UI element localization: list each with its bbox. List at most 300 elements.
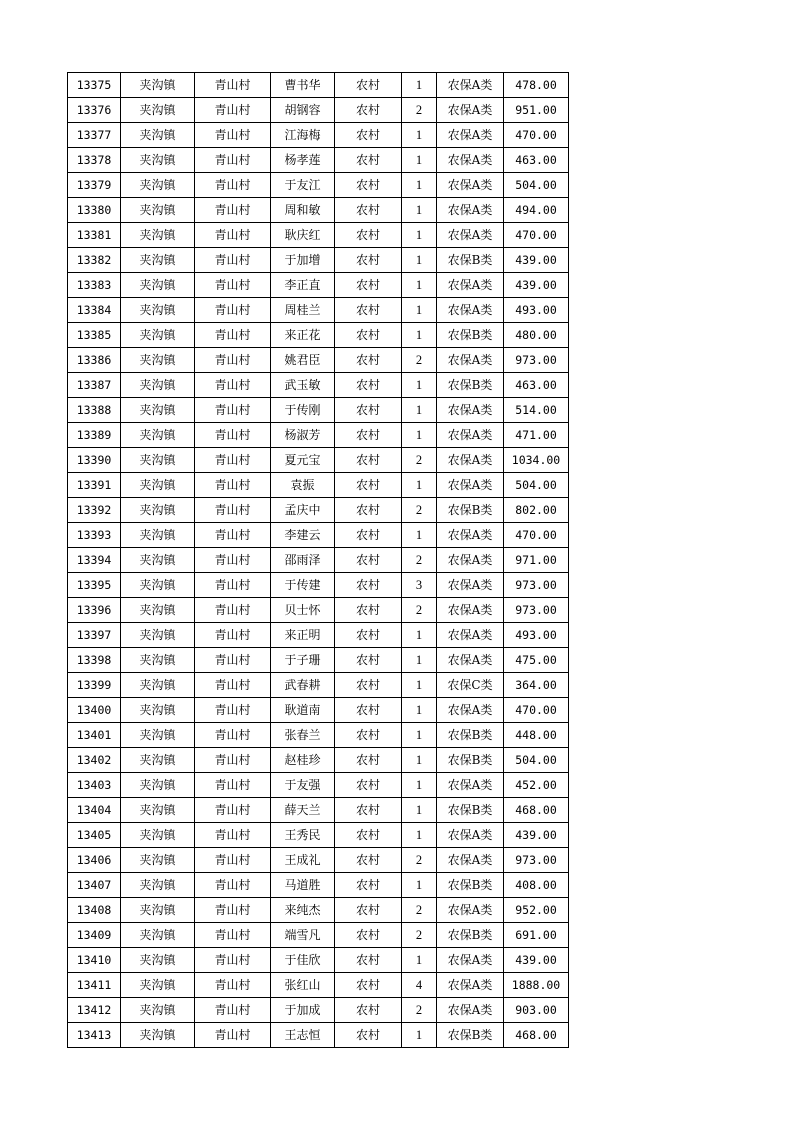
name-cell: 李建云 [271, 523, 335, 548]
member-count-cell: 2 [402, 998, 437, 1023]
village-cell: 青山村 [195, 98, 271, 123]
village-cell: 青山村 [195, 623, 271, 648]
name-cell: 来正明 [271, 623, 335, 648]
name-cell: 姚君臣 [271, 348, 335, 373]
village-cell: 青山村 [195, 498, 271, 523]
member-count-cell: 1 [402, 523, 437, 548]
town-cell: 夹沟镇 [121, 273, 195, 298]
town-cell: 夹沟镇 [121, 473, 195, 498]
household-type-cell: 农村 [335, 823, 402, 848]
member-count-cell: 2 [402, 598, 437, 623]
amount-cell: 514.00 [504, 398, 569, 423]
record-id-cell: 13411 [68, 973, 121, 998]
town-cell: 夹沟镇 [121, 348, 195, 373]
table-row [68, 673, 569, 698]
member-count-cell: 1 [402, 198, 437, 223]
member-count-cell: 1 [402, 423, 437, 448]
table-row [68, 573, 569, 598]
name-cell: 于佳欣 [271, 948, 335, 973]
amount-cell: 691.00 [504, 923, 569, 948]
table-row [68, 148, 569, 173]
name-cell: 于传建 [271, 573, 335, 598]
record-id-cell: 13398 [68, 648, 121, 673]
table-row [68, 973, 569, 998]
table-row [68, 748, 569, 773]
household-type-cell: 农村 [335, 873, 402, 898]
name-cell: 于友江 [271, 173, 335, 198]
village-cell: 青山村 [195, 73, 271, 98]
town-cell: 夹沟镇 [121, 773, 195, 798]
table-row [68, 298, 569, 323]
category-cell: 农保A类 [437, 648, 504, 673]
amount-cell: 480.00 [504, 323, 569, 348]
name-cell: 于加增 [271, 248, 335, 273]
amount-cell: 463.00 [504, 148, 569, 173]
village-cell: 青山村 [195, 173, 271, 198]
table-row [68, 948, 569, 973]
amount-cell: 463.00 [504, 373, 569, 398]
record-id-cell: 13388 [68, 398, 121, 423]
table-row [68, 448, 569, 473]
amount-cell: 471.00 [504, 423, 569, 448]
name-cell: 张红山 [271, 973, 335, 998]
record-id-cell: 13378 [68, 148, 121, 173]
village-cell: 青山村 [195, 423, 271, 448]
amount-cell: 1888.00 [504, 973, 569, 998]
table-row [68, 423, 569, 448]
table-row [68, 273, 569, 298]
record-id-cell: 13412 [68, 998, 121, 1023]
village-cell: 青山村 [195, 923, 271, 948]
village-cell: 青山村 [195, 273, 271, 298]
village-cell: 青山村 [195, 373, 271, 398]
village-cell: 青山村 [195, 848, 271, 873]
category-cell: 农保A类 [437, 273, 504, 298]
name-cell: 来纯杰 [271, 898, 335, 923]
village-cell: 青山村 [195, 748, 271, 773]
amount-cell: 475.00 [504, 648, 569, 673]
town-cell: 夹沟镇 [121, 523, 195, 548]
town-cell: 夹沟镇 [121, 898, 195, 923]
amount-cell: 470.00 [504, 698, 569, 723]
amount-cell: 439.00 [504, 273, 569, 298]
household-type-cell: 农村 [335, 998, 402, 1023]
town-cell: 夹沟镇 [121, 923, 195, 948]
town-cell: 夹沟镇 [121, 398, 195, 423]
member-count-cell: 1 [402, 123, 437, 148]
category-cell: 农保A类 [437, 473, 504, 498]
record-id-cell: 13385 [68, 323, 121, 348]
record-id-cell: 13392 [68, 498, 121, 523]
household-type-cell: 农村 [335, 273, 402, 298]
category-cell: 农保B类 [437, 923, 504, 948]
amount-cell: 364.00 [504, 673, 569, 698]
record-id-cell: 13386 [68, 348, 121, 373]
amount-cell: 504.00 [504, 473, 569, 498]
town-cell: 夹沟镇 [121, 698, 195, 723]
record-id-cell: 13396 [68, 598, 121, 623]
category-cell: 农保A类 [437, 73, 504, 98]
household-type-cell: 农村 [335, 848, 402, 873]
household-type-cell: 农村 [335, 673, 402, 698]
household-type-cell: 农村 [335, 523, 402, 548]
household-type-cell: 农村 [335, 773, 402, 798]
category-cell: 农保A类 [437, 698, 504, 723]
table-body [68, 73, 569, 1048]
town-cell: 夹沟镇 [121, 573, 195, 598]
record-id-cell: 13387 [68, 373, 121, 398]
category-cell: 农保A类 [437, 548, 504, 573]
table-row [68, 473, 569, 498]
table-row [68, 173, 569, 198]
household-type-cell: 农村 [335, 323, 402, 348]
village-cell: 青山村 [195, 198, 271, 223]
table-row [68, 873, 569, 898]
table-row [68, 848, 569, 873]
village-cell: 青山村 [195, 448, 271, 473]
name-cell: 王成礼 [271, 848, 335, 873]
amount-cell: 452.00 [504, 773, 569, 798]
amount-cell: 468.00 [504, 798, 569, 823]
name-cell: 周和敏 [271, 198, 335, 223]
town-cell: 夹沟镇 [121, 823, 195, 848]
household-type-cell: 农村 [335, 623, 402, 648]
name-cell: 武玉敏 [271, 373, 335, 398]
record-id-cell: 13403 [68, 773, 121, 798]
amount-cell: 494.00 [504, 198, 569, 223]
village-cell: 青山村 [195, 123, 271, 148]
table-row [68, 323, 569, 348]
town-cell: 夹沟镇 [121, 98, 195, 123]
household-type-cell: 农村 [335, 498, 402, 523]
household-type-cell: 农村 [335, 198, 402, 223]
household-type-cell: 农村 [335, 223, 402, 248]
amount-cell: 439.00 [504, 823, 569, 848]
member-count-cell: 1 [402, 623, 437, 648]
town-cell: 夹沟镇 [121, 873, 195, 898]
member-count-cell: 2 [402, 923, 437, 948]
category-cell: 农保A类 [437, 823, 504, 848]
table-row [68, 373, 569, 398]
amount-cell: 903.00 [504, 998, 569, 1023]
town-cell: 夹沟镇 [121, 748, 195, 773]
name-cell: 王志恒 [271, 1023, 335, 1048]
name-cell: 胡钢容 [271, 98, 335, 123]
village-cell: 青山村 [195, 823, 271, 848]
town-cell: 夹沟镇 [121, 1023, 195, 1048]
table-row [68, 248, 569, 273]
village-cell: 青山村 [195, 673, 271, 698]
town-cell: 夹沟镇 [121, 123, 195, 148]
member-count-cell: 1 [402, 473, 437, 498]
category-cell: 农保A类 [437, 223, 504, 248]
amount-cell: 952.00 [504, 898, 569, 923]
village-cell: 青山村 [195, 648, 271, 673]
member-count-cell: 1 [402, 873, 437, 898]
category-cell: 农保A类 [437, 623, 504, 648]
household-type-cell: 农村 [335, 348, 402, 373]
record-id-cell: 13382 [68, 248, 121, 273]
table-row [68, 598, 569, 623]
table-row [68, 98, 569, 123]
category-cell: 农保A类 [437, 398, 504, 423]
table-row [68, 523, 569, 548]
category-cell: 农保B类 [437, 498, 504, 523]
member-count-cell: 1 [402, 948, 437, 973]
data-table [67, 72, 569, 1048]
record-id-cell: 13377 [68, 123, 121, 148]
record-id-cell: 13407 [68, 873, 121, 898]
category-cell: 农保A类 [437, 848, 504, 873]
name-cell: 张春兰 [271, 723, 335, 748]
name-cell: 马道胜 [271, 873, 335, 898]
amount-cell: 504.00 [504, 173, 569, 198]
village-cell: 青山村 [195, 948, 271, 973]
amount-cell: 973.00 [504, 598, 569, 623]
member-count-cell: 1 [402, 248, 437, 273]
member-count-cell: 2 [402, 498, 437, 523]
household-type-cell: 农村 [335, 1023, 402, 1048]
category-cell: 农保B类 [437, 323, 504, 348]
town-cell: 夹沟镇 [121, 323, 195, 348]
household-type-cell: 农村 [335, 698, 402, 723]
name-cell: 曹书华 [271, 73, 335, 98]
record-id-cell: 13409 [68, 923, 121, 948]
category-cell: 农保A类 [437, 773, 504, 798]
member-count-cell: 2 [402, 348, 437, 373]
category-cell: 农保B类 [437, 798, 504, 823]
village-cell: 青山村 [195, 348, 271, 373]
category-cell: 农保A类 [437, 98, 504, 123]
record-id-cell: 13395 [68, 573, 121, 598]
category-cell: 农保A类 [437, 898, 504, 923]
town-cell: 夹沟镇 [121, 973, 195, 998]
category-cell: 农保A类 [437, 448, 504, 473]
record-id-cell: 13413 [68, 1023, 121, 1048]
table-row [68, 723, 569, 748]
household-type-cell: 农村 [335, 373, 402, 398]
member-count-cell: 4 [402, 973, 437, 998]
household-type-cell: 农村 [335, 448, 402, 473]
village-cell: 青山村 [195, 998, 271, 1023]
town-cell: 夹沟镇 [121, 298, 195, 323]
amount-cell: 973.00 [504, 573, 569, 598]
amount-cell: 973.00 [504, 848, 569, 873]
village-cell: 青山村 [195, 723, 271, 748]
record-id-cell: 13380 [68, 198, 121, 223]
amount-cell: 1034.00 [504, 448, 569, 473]
household-type-cell: 农村 [335, 73, 402, 98]
category-cell: 农保A类 [437, 423, 504, 448]
record-id-cell: 13375 [68, 73, 121, 98]
name-cell: 薛天兰 [271, 798, 335, 823]
table-row [68, 923, 569, 948]
town-cell: 夹沟镇 [121, 173, 195, 198]
table-row [68, 398, 569, 423]
member-count-cell: 2 [402, 448, 437, 473]
name-cell: 耿庆红 [271, 223, 335, 248]
record-id-cell: 13391 [68, 473, 121, 498]
household-type-cell: 农村 [335, 473, 402, 498]
member-count-cell: 1 [402, 648, 437, 673]
table-row [68, 548, 569, 573]
village-cell: 青山村 [195, 898, 271, 923]
amount-cell: 439.00 [504, 948, 569, 973]
table-row [68, 998, 569, 1023]
town-cell: 夹沟镇 [121, 423, 195, 448]
name-cell: 耿道南 [271, 698, 335, 723]
household-type-cell: 农村 [335, 573, 402, 598]
record-id-cell: 13393 [68, 523, 121, 548]
household-type-cell: 农村 [335, 898, 402, 923]
record-id-cell: 13404 [68, 798, 121, 823]
amount-cell: 493.00 [504, 298, 569, 323]
record-id-cell: 13410 [68, 948, 121, 973]
member-count-cell: 1 [402, 823, 437, 848]
amount-cell: 408.00 [504, 873, 569, 898]
household-type-cell: 农村 [335, 423, 402, 448]
name-cell: 袁振 [271, 473, 335, 498]
village-cell: 青山村 [195, 473, 271, 498]
amount-cell: 470.00 [504, 223, 569, 248]
record-id-cell: 13390 [68, 448, 121, 473]
category-cell: 农保A类 [437, 598, 504, 623]
village-cell: 青山村 [195, 573, 271, 598]
record-id-cell: 13381 [68, 223, 121, 248]
amount-cell: 470.00 [504, 123, 569, 148]
record-id-cell: 13408 [68, 898, 121, 923]
amount-cell: 439.00 [504, 248, 569, 273]
town-cell: 夹沟镇 [121, 948, 195, 973]
category-cell: 农保A类 [437, 148, 504, 173]
household-type-cell: 农村 [335, 598, 402, 623]
village-cell: 青山村 [195, 398, 271, 423]
household-type-cell: 农村 [335, 648, 402, 673]
record-id-cell: 13397 [68, 623, 121, 648]
member-count-cell: 1 [402, 298, 437, 323]
town-cell: 夹沟镇 [121, 623, 195, 648]
table-row [68, 623, 569, 648]
table-row [68, 798, 569, 823]
household-type-cell: 农村 [335, 248, 402, 273]
member-count-cell: 2 [402, 548, 437, 573]
table-row [68, 348, 569, 373]
member-count-cell: 1 [402, 673, 437, 698]
amount-cell: 470.00 [504, 523, 569, 548]
town-cell: 夹沟镇 [121, 198, 195, 223]
record-id-cell: 13383 [68, 273, 121, 298]
name-cell: 杨淑芳 [271, 423, 335, 448]
category-cell: 农保A类 [437, 173, 504, 198]
category-cell: 农保A类 [437, 123, 504, 148]
village-cell: 青山村 [195, 773, 271, 798]
category-cell: 农保B类 [437, 748, 504, 773]
household-type-cell: 农村 [335, 173, 402, 198]
village-cell: 青山村 [195, 148, 271, 173]
household-type-cell: 农村 [335, 98, 402, 123]
amount-cell: 493.00 [504, 623, 569, 648]
member-count-cell: 3 [402, 573, 437, 598]
record-id-cell: 13405 [68, 823, 121, 848]
household-type-cell: 农村 [335, 548, 402, 573]
name-cell: 于友强 [271, 773, 335, 798]
category-cell: 农保A类 [437, 573, 504, 598]
village-cell: 青山村 [195, 798, 271, 823]
table-row [68, 898, 569, 923]
household-type-cell: 农村 [335, 723, 402, 748]
member-count-cell: 2 [402, 898, 437, 923]
name-cell: 武春耕 [271, 673, 335, 698]
category-cell: 农保B类 [437, 1023, 504, 1048]
member-count-cell: 1 [402, 323, 437, 348]
town-cell: 夹沟镇 [121, 648, 195, 673]
table-row [68, 648, 569, 673]
member-count-cell: 1 [402, 173, 437, 198]
town-cell: 夹沟镇 [121, 548, 195, 573]
town-cell: 夹沟镇 [121, 148, 195, 173]
name-cell: 邵雨泽 [271, 548, 335, 573]
category-cell: 农保C类 [437, 673, 504, 698]
village-cell: 青山村 [195, 248, 271, 273]
village-cell: 青山村 [195, 698, 271, 723]
name-cell: 贝士怀 [271, 598, 335, 623]
record-id-cell: 13399 [68, 673, 121, 698]
member-count-cell: 2 [402, 848, 437, 873]
category-cell: 农保A类 [437, 948, 504, 973]
amount-cell: 802.00 [504, 498, 569, 523]
household-type-cell: 农村 [335, 148, 402, 173]
table-row [68, 1023, 569, 1048]
village-cell: 青山村 [195, 523, 271, 548]
member-count-cell: 1 [402, 698, 437, 723]
name-cell: 王秀民 [271, 823, 335, 848]
household-type-cell: 农村 [335, 948, 402, 973]
town-cell: 夹沟镇 [121, 373, 195, 398]
household-type-cell: 农村 [335, 798, 402, 823]
name-cell: 孟庆中 [271, 498, 335, 523]
town-cell: 夹沟镇 [121, 73, 195, 98]
town-cell: 夹沟镇 [121, 998, 195, 1023]
record-id-cell: 13400 [68, 698, 121, 723]
name-cell: 端雪凡 [271, 923, 335, 948]
household-type-cell: 农村 [335, 123, 402, 148]
record-id-cell: 13379 [68, 173, 121, 198]
table-row [68, 73, 569, 98]
amount-cell: 468.00 [504, 1023, 569, 1048]
village-cell: 青山村 [195, 873, 271, 898]
name-cell: 于子珊 [271, 648, 335, 673]
member-count-cell: 1 [402, 773, 437, 798]
category-cell: 农保B类 [437, 723, 504, 748]
category-cell: 农保A类 [437, 523, 504, 548]
member-count-cell: 1 [402, 273, 437, 298]
amount-cell: 973.00 [504, 348, 569, 373]
town-cell: 夹沟镇 [121, 248, 195, 273]
record-id-cell: 13401 [68, 723, 121, 748]
name-cell: 周桂兰 [271, 298, 335, 323]
village-cell: 青山村 [195, 298, 271, 323]
record-id-cell: 13402 [68, 748, 121, 773]
amount-cell: 478.00 [504, 73, 569, 98]
village-cell: 青山村 [195, 973, 271, 998]
record-id-cell: 13389 [68, 423, 121, 448]
table-row [68, 198, 569, 223]
household-type-cell: 农村 [335, 923, 402, 948]
town-cell: 夹沟镇 [121, 448, 195, 473]
record-id-cell: 13394 [68, 548, 121, 573]
name-cell: 于加成 [271, 998, 335, 1023]
town-cell: 夹沟镇 [121, 723, 195, 748]
